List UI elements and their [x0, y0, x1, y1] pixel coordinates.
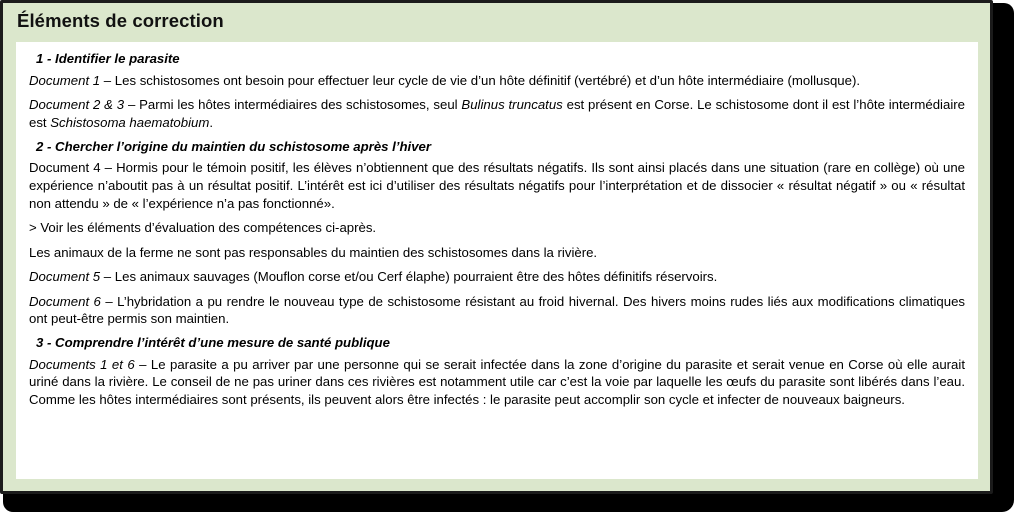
section-heading-2: 2 - Chercher l’origine du maintien du schistosome après l’hiver [36, 138, 431, 154]
paragraph-animaux-ferme: Les animaux de la ferme ne sont pas responsables du maintien des schistosomes dans la rivière. [29, 244, 598, 260]
page-title: Éléments de correction [17, 9, 224, 31]
paragraph-body-document-4: – Hormis pour le témoin positif, les élèves n’obtiennent que des résultats négatifs. Ils sont ainsi placés dans une situation (rare en collège) où une expérience n’aboutit pas à un résultat positif. L’intérêt est ici d’utiliser des résultats négatifs pour l’interprétation et de dissocier « résultat négatif » ou « résultat non attendu » de « l’expérience n’a pas fonctionné». [29, 160, 966, 211]
paragraph-body-document-5: – Les animaux sauvages (Mouflon corse et/ou Cerf élaphe) pourraient être des hôtes définitifs réservoirs. [100, 269, 718, 285]
paragraph-body-document-6: – L’hybridation a pu rendre le nouveau type de schistosome résistant au froid hivernal. Des hivers moins rudes liés aux modifications climatiques ont peut-être permis son maintien. [29, 293, 966, 327]
header-band [3, 3, 990, 39]
content-card [16, 42, 978, 479]
paragraph-document-2-3 [29, 96, 965, 131]
species-name-bulinus-truncatus: Bulinus truncatus [461, 97, 563, 113]
species-name-schistosoma-haematobium: Schistosoma haematobium [50, 114, 210, 130]
paragraph-body-document-1: – Les schistosomes ont besoin pour effectuer leur cycle de vie d’un hôte définitif (vertébré) et d’un hôte intermédiaire (mollusque). [100, 72, 861, 88]
section-heading-1: 1 - Identifier le parasite [36, 51, 180, 66]
paragraph-lead-document-4: Document 4 [29, 160, 101, 176]
paragraph-lead-document-6: Document 6 [29, 293, 101, 309]
paragraph-body-mid: est présent en Corse. Le schistosome dont il est l’hôte intermédiaire est [29, 97, 965, 130]
paragraph-document-6 [29, 293, 965, 328]
paragraph-document-5 [29, 268, 965, 286]
paragraph-voir-elements: > Voir les éléments d’évaluation des compétences ci-après. [29, 220, 377, 236]
paragraph-lead-document-5: Document 5 [29, 269, 101, 285]
paragraph-lead-document-2-3: Document 2 & 3 [29, 97, 125, 113]
paragraph-body-pre-species: – Parmi les hôtes intermédiaires des schistosomes, seul [124, 97, 462, 113]
paragraph-documents-1-et-6 [29, 356, 965, 409]
section-heading-3: 3 - Comprendre l’intérêt d’une mesure de santé publique [36, 334, 390, 350]
paragraph-lead-documents-1-et-6: Documents 1 et 6 [29, 356, 135, 372]
paragraph-body-documents-1-et-6: – Le parasite a pu arriver par une personne qui se serait infectée dans la zone d’origine du parasite et serait venue en Corse où elle aurait uriné dans la rivière. Le conseil de ne pas uriner dans ces rivières est notamment utile car c’est la voie par laquelle les œufs du parasite sont libérés dans l’eau. Comme les hôtes intermédiaires sont présents, ils peuvent alors être infectés : le parasite peut accomplir son cycle et infecter de nouveaux baigneurs. [29, 356, 965, 407]
paragraph-document-1 [29, 72, 965, 90]
paragraph-lead-document-1: Document 1 [29, 72, 101, 88]
paragraph-document-4 [29, 159, 965, 212]
paragraph-body-after: . [209, 114, 213, 130]
